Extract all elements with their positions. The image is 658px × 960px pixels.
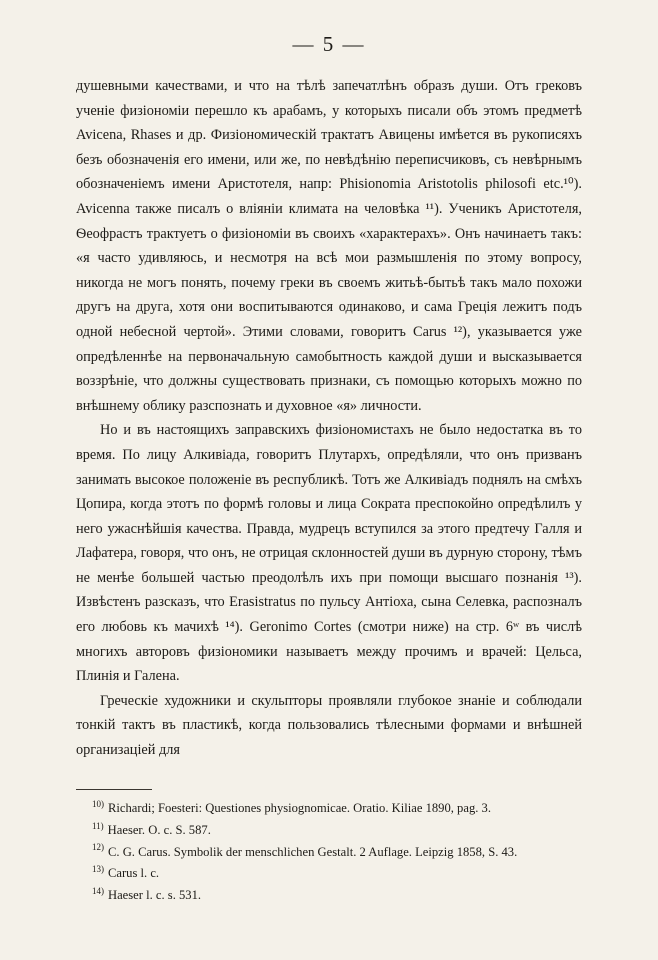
footnote-14 [76,885,582,907]
body-text [76,74,582,763]
footnote-text: C. G. Carus. Symbolik der menschlichen Gestalt. 2 Auflage. Leipzig 1858, S. 43. [108,844,518,859]
footnote-12 [76,842,582,864]
footnote-13 [76,863,582,885]
page-number: — 5 — [292,32,366,56]
footnote-mark: 12) [92,842,104,853]
footnote-text: Haeser l. c. s. 531. [108,888,202,903]
footnote-mark: 10) [92,798,104,809]
footnote-text: Carus l. c. [108,866,160,881]
paragraph-2: Но и въ настоящихъ заправскихъ физіономистахъ не было недостатка въ то время. По лицу Алкивіада, говоритъ Плутархъ, опредѣляли, что онъ призванъ занимать высокое положеніе въ республикѣ. Тотъ же Алкивіадъ поднялъ на смѣхъ Цопира, когда этотъ по формѣ головы и лица Сократа преспокойно опредѣлилъ у него ужаснѣйшія качества. Правда, мудрецъ вступился за этого предтечу Галля и Лафатера, говоря, что онъ, не отрицая склонностей души въ дурную сторону, тѣмъ не менѣе большей частью преодолѣлъ ихъ при помощи высшаго познанія ¹³). Извѣстенъ разсказъ, что Erasistratus по пульсу Антіоха, сына Селевка, распозналъ его любовь къ мачихѣ ¹⁴). Geronimo Cortes (смотри ниже) на стр. 6ʷ въ числѣ многихъ авторовъ физіономики называетъ между прочимъ и врачей: Цельса, Плинія и Галена. [76,422,582,685]
footnote-mark: 11) [92,820,104,831]
footnote-text: Richardi; Foesteri: Questiones physiognomicae. Oratio. Kiliae 1890, pag. 3. [108,801,491,815]
footnote-text: Haeser. O. c. S. 587. [107,822,211,837]
footnotes [76,798,582,907]
footnote-11 [76,820,582,842]
paragraph-1: душевными качествами, и что на тѣлѣ запечатлѣнъ образъ души. Отъ грековъ ученіе физіономіи перешло къ арабамъ, у которыхъ писали объ этомъ предметѣ Avicena, Rhases и др. Физіономическій трактатъ Авицены имѣется въ рукописяхъ безъ обозначенія его имени, или же, по невѣдѣнію переписчиковъ, съ невѣрнымъ обозначеніемъ имени Аристотеля, напр: Phisionomia Aristotolis philosofi etc.¹⁰). Avicenna также писалъ о вліяніи климата на человѣка ¹¹). Ученикъ Аристотеля, Ѳеофрастъ трактуетъ о физіономіи въ своихъ «характерахъ». Онъ начинаетъ такъ: «я часто удивляюсь, и несмотря на всѣ мои размышленія по этому вопросу, никогда не могъ понять, почему греки въ своемъ житьѣ-бытьѣ такъ мало похожи другъ на друга, хотя они воспитываются одинаково, и сама Грецiя лежитъ подъ одной небесной чертой». Этими словами, говоритъ Carus ¹²), указывается уже опредѣленнѣе на первоначальную самобытность каждой души и высказывается воззрѣніе, что должны существовать признаки, съ помощью которыхъ можно по внѣшнему облику разспознать и духовное «я» личности. [76,78,582,414]
footnote-divider [76,789,152,790]
footnote-mark: 13) [92,864,104,875]
footnote-mark: 14) [92,886,104,896]
paragraph-3: Греческіе художники и скульпторы проявляли глубокое знаніе и соблюдали тонкій тактъ въ пластикѣ, когда пользовались тѣлесными формами и внѣшней организаціей для [76,692,582,759]
footnote-10 [76,798,582,820]
